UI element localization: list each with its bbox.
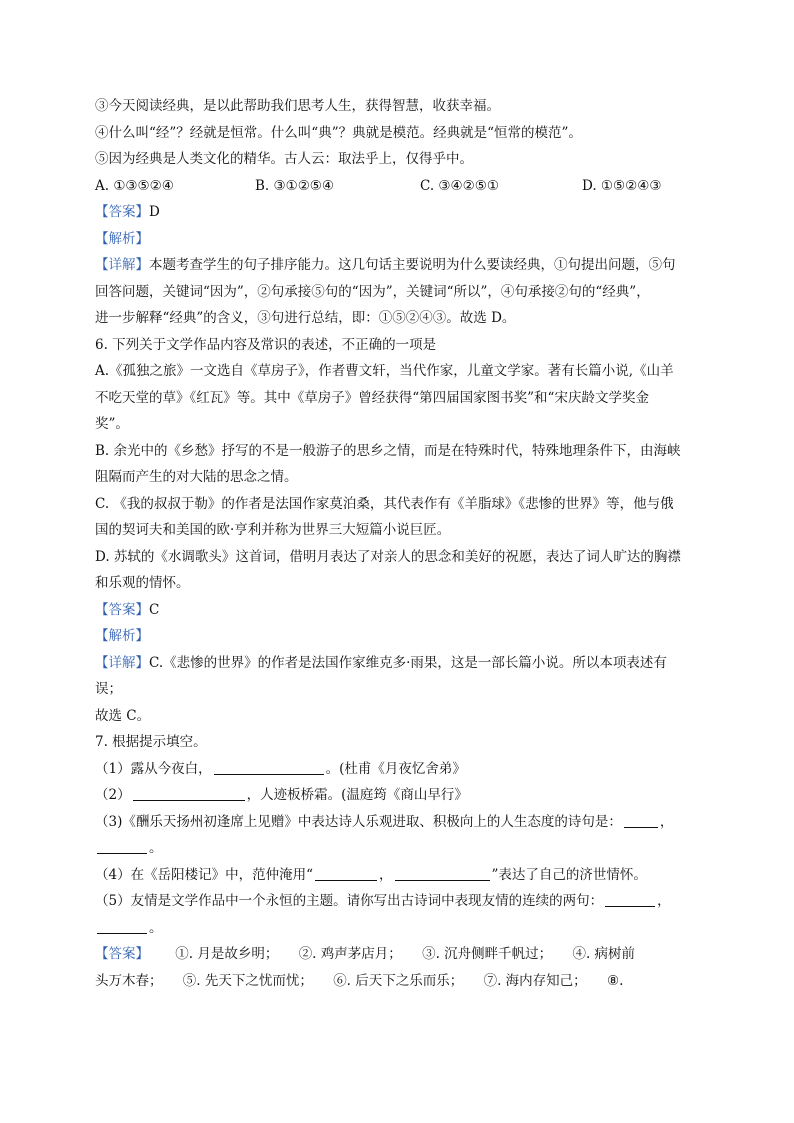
item-text: ， [379,866,393,883]
item-text: ，人迹板桥霜。(温庭筠《商山早行》 [246,787,468,803]
q6-analysis [95,623,700,650]
analysis-tag: 【解析】 [95,628,149,644]
option-c: C. ③④②⑤① [420,177,499,194]
answer-value: D [149,204,160,220]
item-text: 。 [149,919,163,936]
detail-text: 本题考查学生的句子排序能力。这几句话主要说明为什么要读经典，①句提出问题，⑤句 [149,257,676,273]
document-page [95,93,700,994]
q7-item-5-cont [95,915,700,942]
q7-stem: 7. 根据提示填空。 [95,734,207,750]
answer-item: ⑤. 先天下之忧而忧； [182,972,313,989]
q5-options [95,173,700,200]
q6-option-line: A.《孤独之旅》一文选自《草房子》，作者曹文轩，当代作家，儿童文学家。著有长篇小说,《山羊 [95,363,674,379]
q6-option-line: 奖”。 [95,416,129,432]
item-text: ， [657,893,671,909]
option-b: B. ③①②⑤④ [255,177,335,194]
q7-item-2 [95,782,700,809]
answer-item: 头万木春； [95,972,163,989]
item-text: （5）友情是文学作品中一个永恒的主题。请你写出古诗词中表现友情的连续的两句： [95,893,604,909]
option-a: A. ①③⑤②④ [95,177,174,194]
q7-answer [95,941,700,968]
text-line: ⑤因为经典是人类文化的精华。古人云：取法乎上，仅得乎中。 [95,151,473,167]
q7-item-4 [95,862,700,889]
q7-item-3 [95,809,700,836]
fill-blank [315,865,377,881]
text-line: 进一步解释“经典”的含义，③句进行总结，即：①⑤②④③。故选 D。 [95,310,516,326]
q6-option-line: 不吃天堂的草》《红瓦》等。其中《草房子》曾经获得“第四届国家图书奖”和“宋庆龄文学奖金 [95,389,649,406]
detail-tag: 【详解】 [95,654,149,671]
q7-item-3-cont [95,835,700,862]
answer-item: ⑥. 后天下之乐而乐； [333,972,464,989]
text-line: ③今天阅读经典，是以此帮助我们思考人生，获得智慧，收获幸福。 [95,98,500,114]
item-text: （2） [95,787,131,803]
item-text: 。 [149,840,163,856]
q6-detail [95,650,700,677]
text-line: ④什么叫“经”？经就是恒常。什么叫“典”？典就是模范。经典就是“恒常的模范”。 [95,124,582,141]
analysis-tag: 【解析】 [95,230,149,247]
q6-option-line: D. 苏轼的《水调歌头》这首词，借明月表达了对亲人的思念和美好的祝愿，表达了词人旷达的胸襟 [95,548,681,565]
q6-conclusion: 故选 C。 [95,707,151,724]
option-d: D. ①⑤②④③ [582,177,662,194]
q6-stem: 6. 下列关于文学作品内容及常识的表述，不正确的一项是 [95,336,437,353]
answer-item: ④. 病树前 [572,946,636,962]
q6-option-line: C. 《我的叔叔于勒》的作者是法国作家莫泊桑，其代表作有《羊脂球》《悲惨的世界》等，他与俄 [95,495,674,512]
fill-blank [605,891,655,907]
text-line: 误； [95,681,122,697]
answer-value: C [149,601,160,618]
q6-option-line: 和乐观的情怀。 [95,575,190,591]
detail-text: C.《悲惨的世界》的作者是法国作家维克多·雨果，这是一部长篇小说。所以本项表述有 [149,654,667,671]
answer-tag: 【答案】 [95,601,149,618]
text-line: 回答问题，关键词“因为”，②句承接⑤句的“因为”，关键词“所以”，④句承接②句的“经典”， [95,283,650,300]
q7-item-5 [95,888,700,915]
q6-option-line: B. 余光中的《乡愁》抒写的不是一般游子的思乡之情，而是在特殊时代，特殊地理条件下，由海峡 [95,442,681,459]
detail-tag: 【详解】 [95,257,149,273]
fill-blank [97,838,147,854]
answer-tag: 【答案】 [95,204,149,220]
fill-blank [395,865,490,881]
fill-blank [133,785,245,801]
fill-blank [97,918,147,934]
q5-analysis [95,226,700,253]
q6-option-line: 国的契诃夫和美国的欧·亨利并称为世界三大短篇小说巨匠。 [95,522,451,538]
q5-answer [95,199,700,226]
q7-answer-cont [95,968,700,995]
answer-tag: 【答案】 [95,946,149,962]
item-text: ， [659,813,674,830]
answer-item: ③. 沉舟侧畔千帆过； [422,946,553,962]
q7-item-1 [95,756,700,783]
answer-item: ⑦. 海内存知己； [483,972,587,989]
answer-item: ⑧. [606,972,624,989]
q6-option-line: 阻隔而产生的对大陆的思念之情。 [95,469,298,485]
fill-blank [214,759,324,775]
q5-detail [95,252,700,279]
item-text: ”表达了自己的济世情怀。 [491,866,647,883]
answer-item: ②. 鸡声茅店月； [298,946,402,962]
item-text: （3)《酬乐天扬州初逢席上见赠》中表达诗人乐观进取、积极向上的人生态度的诗句是： [95,813,622,830]
item-text: 。(杜甫《月夜忆舍弟》 [325,760,466,777]
fill-blank [624,812,658,828]
answer-item: ①. 月是故乡明； [175,946,279,962]
item-text: （4）在《岳阳楼记》中，范仲淹用“ [95,866,313,883]
q6-answer [95,597,700,624]
item-text: （1）露从今夜白， [95,760,212,777]
